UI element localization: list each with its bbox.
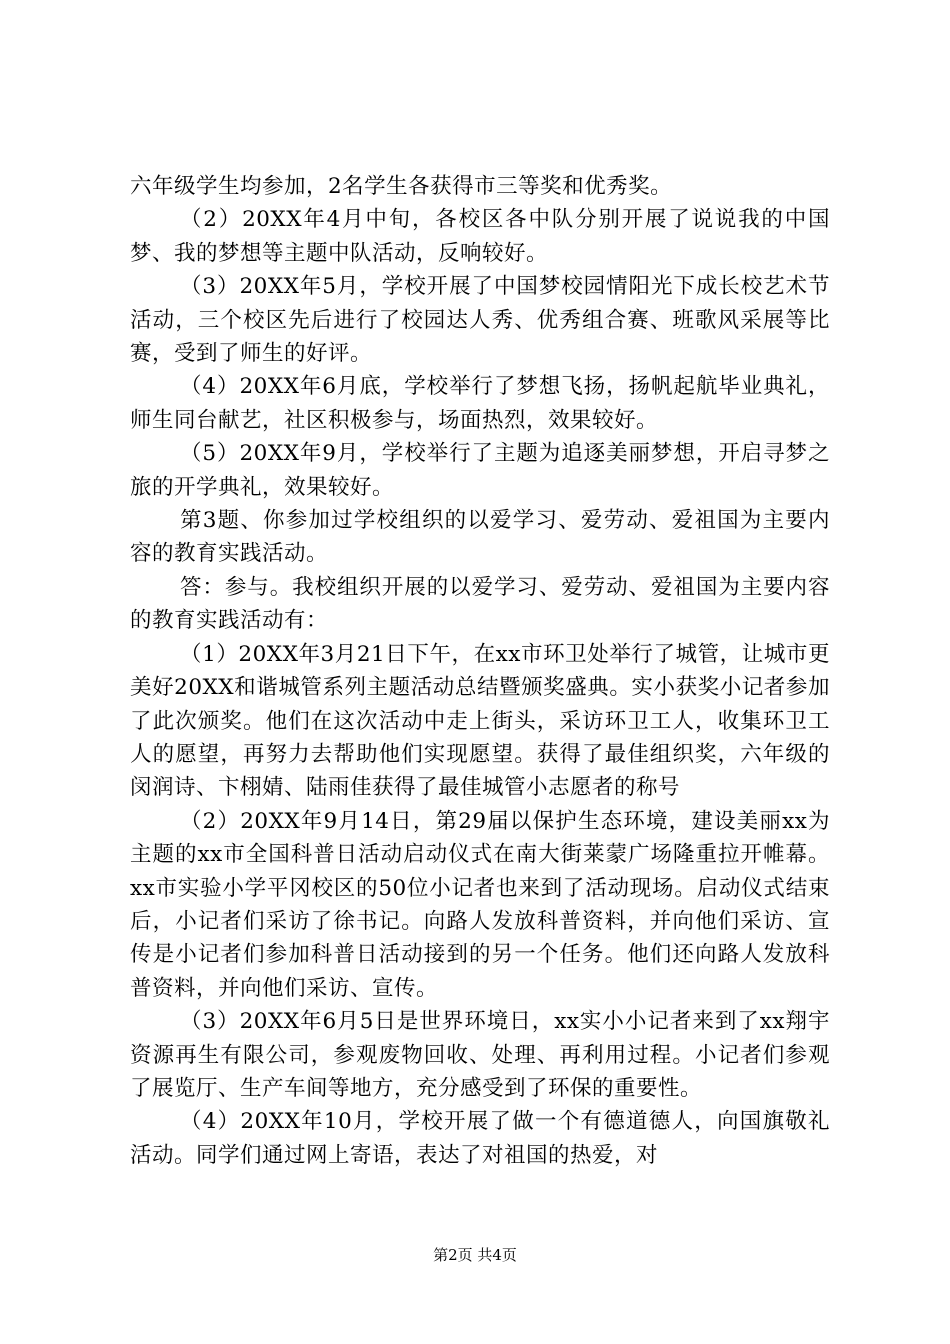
paragraph-activity-4: （4）20XX年10月，学校开展了做一个有德道德人，向国旗敬礼活动。同学们通过网上寄语，表达了对祖国的热爱，对 [130,1109,830,1168]
document-body [130,170,830,1172]
paragraph-1: 六年级学生均参加，2名学生各获得市三等奖和优秀奖。 [130,174,673,199]
paragraph-answer: 答：参与。我校组织开展的以爱学习、爱劳动、爱祖国为主要内容的教育实践活动有： [130,574,830,634]
paragraph-question-3: 第3题、你参加过学校组织的以爱学习、爱劳动、爱祖国为主要内容的教育实践活动。 [130,508,830,567]
paragraph-activity-1: （1）20XX年3月21日下午，在xx市环卫处举行了城管，让城市更美好20XX和谐城管系列主题活动总结暨颁奖盛典。实小获奖小记者参加了此次颁奖。他们在这次活动中走上街头，采访环卫工人，收集环卫工人的愿望，再努力去帮助他们实现愿望。获得了最佳组织奖，六年级的闵润诗、卞栩婧、陆雨佳获得了最佳城管小志愿者的称号 [130,641,830,801]
paragraph-4: （4）20XX年6月底，学校举行了梦想飞扬，扬帆起航毕业典礼，师生同台献艺，社区积极参与，场面热烈，效果较好。 [130,374,830,433]
paragraph-activity-2: （2）20XX年9月14日，第29届以保护生态环境，建设美丽xx为主题的xx市全国科普日活动启动仪式在南大街莱蒙广场隆重拉开帷幕。xx市实验小学平冈校区的50位小记者也来到了活动现场。启动仪式结束后，小记者们采访了徐书记。向路人发放科普资料，并向他们采访、宣传是小记者们参加科普日活动接到的另一个任务。他们还向路人发放科普资料，并向他们采访、宣传。 [130,808,830,1001]
paragraph-activity-3: （3）20XX年6月5日是世界环境日，xx实小小记者来到了xx翔宇资源再生有限公司，参观废物回收、处理、再利用过程。小记者们参观了展览厅、生产车间等地方，充分感受到了环保的重要性。 [130,1009,830,1101]
paragraph-3: （3）20XX年5月，学校开展了中国梦校园情阳光下成长校艺术节活动，三个校区先后进行了校园达人秀、优秀组合赛、班歌风采展等比赛，受到了师生的好评。 [130,274,830,367]
page-number-footer: 第2页 共4页 [433,1246,517,1264]
paragraph-5: （5）20XX年9月，学校举行了主题为追逐美丽梦想，开启寻梦之旅的开学典礼，效果较好。 [130,441,830,500]
paragraph-2: （2）20XX年4月中旬，各校区各中队分别开展了说说我的中国梦、我的梦想等主题中队活动，反响较好。 [130,207,830,266]
